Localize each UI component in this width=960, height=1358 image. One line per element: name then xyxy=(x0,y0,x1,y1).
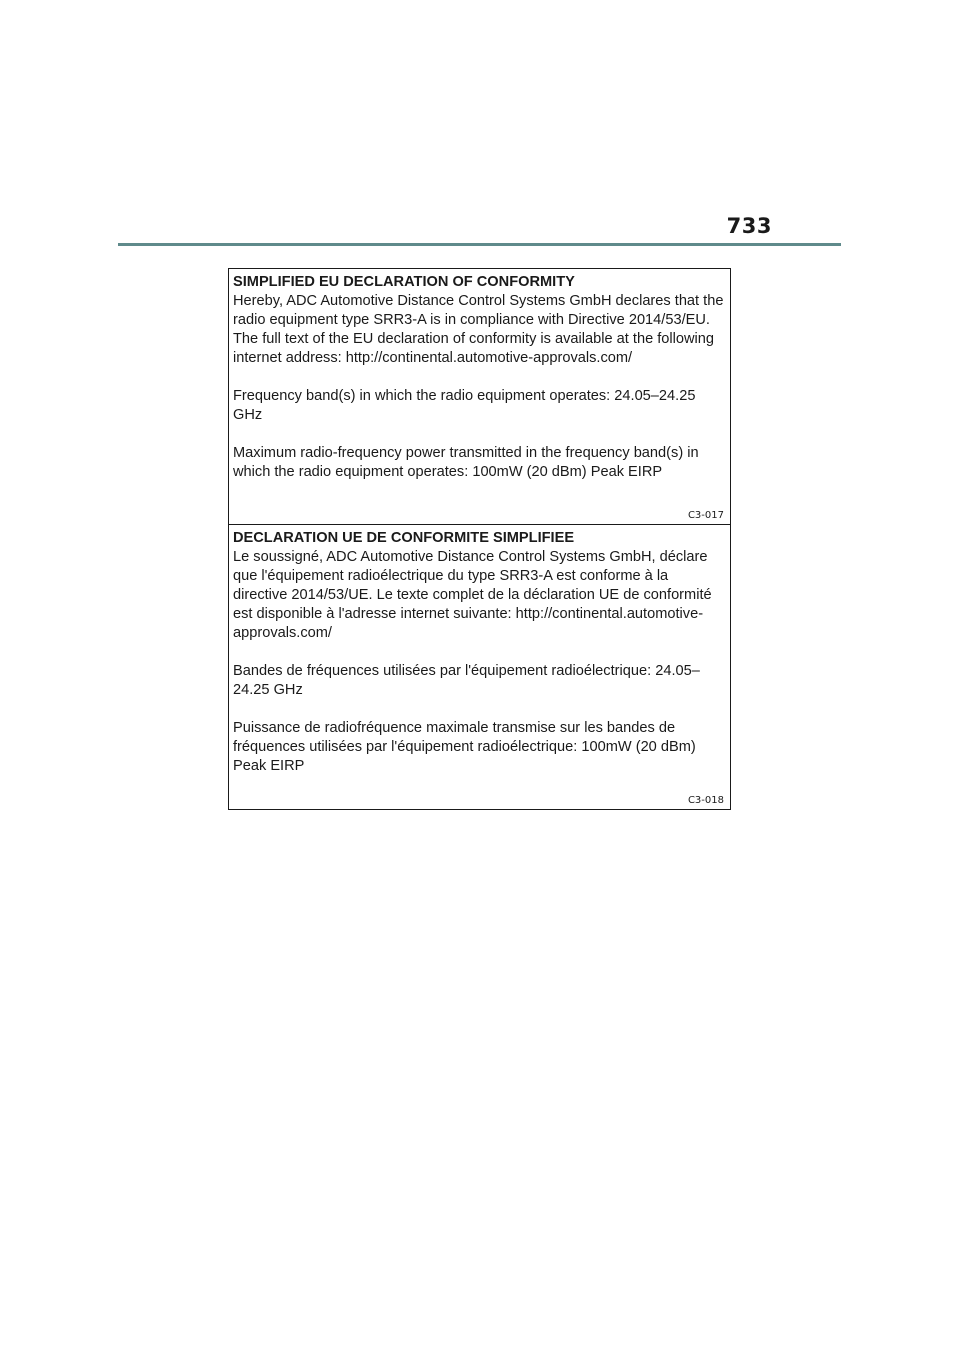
declaration-paragraph: Le soussigné, ADC Automotive Distance Control Systems GmbH, déclare que l'équipement radioélectrique du type SRR3-A est conforme à la directive 2014/53/UE. Le texte complet de la déclaration UE de conformité est disponible à l'adresse internet suivante: http://continental.automotive-approvals.com/ xyxy=(233,549,712,641)
eu-declaration-section xyxy=(229,269,730,525)
page-number: 733 xyxy=(726,214,772,238)
max-power-paragraph: Maximum radio-frequency power transmitted in the frequency band(s) in which the radio equipment operates: 100mW (20 dBm) Peak EIRP xyxy=(233,445,699,480)
ue-declaration-section xyxy=(229,525,730,809)
section-title: DECLARATION UE DE CONFORMITE SIMPLIFIEE xyxy=(233,530,575,546)
section-title: SIMPLIFIED EU DECLARATION OF CONFORMITY xyxy=(233,274,575,290)
declaration-box xyxy=(228,268,731,810)
header-rule xyxy=(118,243,841,246)
frequency-band-paragraph: Frequency band(s) in which the radio equipment operates: 24.05–24.25 GHz xyxy=(233,388,696,423)
section-code: C3-017 xyxy=(687,510,724,521)
max-power-paragraph: Puissance de radiofréquence maximale transmise sur les bandes de fréquences utilisées par l'équipement radioélectrique: 100mW (20 dBm) Peak EIRP xyxy=(233,720,696,774)
declaration-paragraph: Hereby, ADC Automotive Distance Control Systems GmbH declares that the radio equipment type SRR3-A is in compliance with Directive 2014/53/EU. The full text of the EU declaration of conformity is available at the following internet address: http://continental.automotive-approvals.com/ xyxy=(233,293,724,366)
frequency-band-paragraph: Bandes de fréquences utilisées par l'équipement radioélectrique: 24.05–24.25 GHz xyxy=(233,663,700,698)
section-code: C3-018 xyxy=(687,795,724,806)
